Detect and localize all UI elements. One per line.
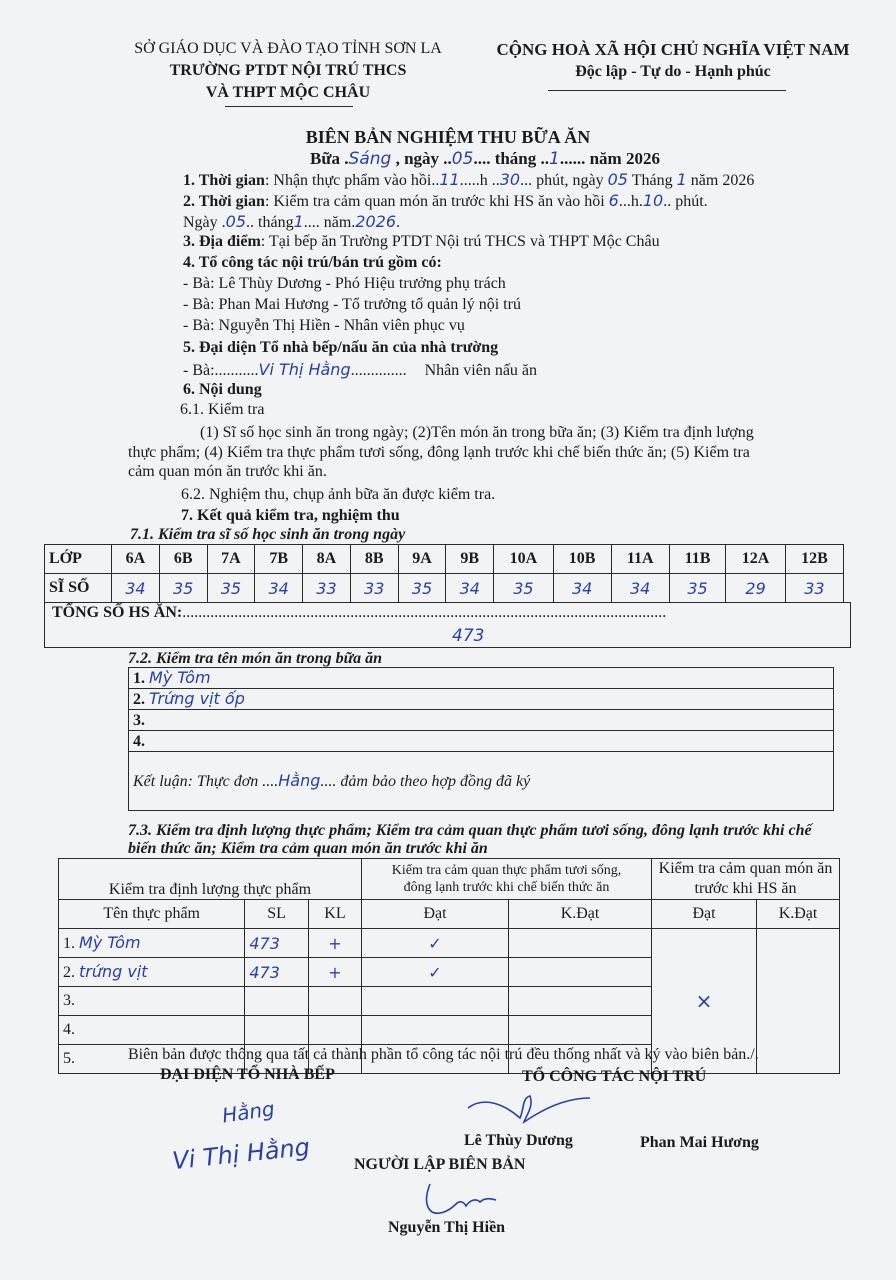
count-11b: 35 — [669, 574, 726, 603]
recorder-name: Nguyễn Thị Hiền — [388, 1219, 506, 1236]
class-6b: 6B — [159, 545, 207, 574]
section-2-line1: 2. Thời gian: Kiểm tra cảm quan món ăn trước khi HS ăn vào hồi 6...h.10.. phút. — [183, 191, 708, 210]
food-name-2: trứng vịt — [79, 962, 148, 981]
member-2: - Bà: Phan Mai Hương - Tổ trưởng tổ quản lý nội trú — [183, 296, 521, 313]
class-8b: 8B — [350, 545, 398, 574]
section-7-3-line1: 7.3. Kiểm tra định lượng thực phẩm; Kiểm tra cảm quan thực phẩm tươi sống, đông lạnh trước khi chế — [128, 822, 812, 839]
class-9a: 9A — [398, 545, 446, 574]
member-1: - Bà: Lê Thùy Dương - Phó Hiệu trưởng phụ trách — [183, 275, 506, 292]
kitchen-representative: - Bà:...........Vi Thị Hằng.............. Nhân viên nấu ăn — [183, 360, 538, 379]
fresh-header: Kiểm tra cảm quan thực phẩm tươi sống, đông lạnh trước khi chế biến thức ăn — [362, 859, 652, 900]
dish-name-2: Trứng vịt ốp — [149, 689, 245, 708]
count-9a: 35 — [398, 574, 446, 603]
section-6-para-line1: (1) Sĩ số học sinh ăn trong ngày; (2)Tên món ăn trong bữa ăn; (3) Kiểm tra định lượng — [200, 424, 754, 441]
count-row — [45, 574, 844, 603]
section-5-heading: 5. Đại diện Tổ nhà bếp/nấu ăn của nhà trường — [183, 339, 499, 356]
meal-line: Bữa .Sáng , ngày ..05.... tháng ..1...... năm 2026 — [310, 149, 660, 169]
committee-title: TỔ CÔNG TÁC NỘI TRÚ — [522, 1068, 707, 1085]
meal-name: Sáng — [348, 149, 392, 169]
dish-row: 4. — [129, 731, 834, 752]
food-row: 5. — [59, 1045, 840, 1074]
class-8a: 8A — [303, 545, 351, 574]
check-mark: ✓ — [362, 929, 509, 958]
conclusion-value: Hằng — [278, 771, 321, 790]
section-6-para-line3: cảm quan món ăn trước khi ăn. — [128, 463, 327, 480]
count-9b: 34 — [446, 574, 494, 603]
food-row: 2. trứng vịt 473 + ✓ — [59, 958, 840, 987]
count-6b: 35 — [159, 574, 207, 603]
food-row: 4. — [59, 1016, 840, 1045]
national-title: CỘNG HOÀ XÃ HỘI CHỦ NGHĨA VIỆT NAM — [496, 40, 850, 59]
class-row — [45, 545, 844, 574]
food-row: 3. — [59, 987, 840, 1016]
section-6-para-line2: thực phẩm; (4) Kiểm tra thực phẩm tươi sống, đông lạnh trước khi chế biến thức ăn; (5) Kiểm tra — [128, 444, 750, 461]
count-8a: 33 — [303, 574, 351, 603]
class-7a: 7A — [207, 545, 255, 574]
inspection-table — [58, 858, 840, 1074]
kitchen-rep-title: ĐẠI DIỆN TỔ NHÀ BẾP — [160, 1066, 335, 1083]
section-3: 3. Địa điểm: Tại bếp ăn Trường PTDT Nội trú THCS và THPT Mộc Châu — [183, 233, 660, 250]
count-10a: 35 — [494, 574, 553, 603]
sense-header: Kiểm tra cảm quan món ăn trước khi HS ăn — [652, 859, 840, 900]
section-7-2-heading: 7.2. Kiểm tra tên món ăn trong bữa ăn — [128, 650, 383, 667]
col-fresh-dat: Đạt — [362, 900, 509, 929]
col-sense-dat: Đạt — [652, 900, 757, 929]
section-6-1: 6.1. Kiểm tra — [180, 401, 265, 418]
count-7a: 35 — [207, 574, 255, 603]
dish-name-1: Mỳ Tôm — [149, 668, 211, 687]
dish-row: 3. — [129, 710, 834, 731]
class-12b: 12B — [785, 545, 843, 574]
col-fresh-kdat: K.Đạt — [509, 900, 652, 929]
recorder-title: NGƯỜI LẬP BIÊN BẢN — [354, 1156, 526, 1173]
section-2-line2: Ngày .05.. tháng1.... năm.2026. — [183, 212, 401, 231]
class-label: LỚP — [45, 545, 112, 574]
count-11a: 34 — [611, 574, 669, 603]
food-name-1: Mỳ Tôm — [79, 933, 141, 952]
conclusion-row: Kết luận: Thực đơn ....Hằng.... đảm bảo theo hợp đồng đã ký — [129, 752, 834, 811]
meal-day: 05 — [451, 149, 474, 169]
section-1: 1. Thời gian: Nhận thực phẩm vào hồi..11.....h ..30... phút, ngày 05 Tháng 1 năm 2026 — [183, 170, 755, 189]
dish-row: 1. Mỳ Tôm — [129, 668, 834, 689]
check-mark: ✓ — [362, 958, 509, 987]
class-10a: 10A — [494, 545, 553, 574]
kitchen-signature-name: Vi Thị Hằng — [170, 1132, 312, 1176]
school-name-line1: TRƯỜNG PTDT NỘI TRÚ THCS — [169, 62, 407, 79]
class-9b: 9B — [446, 545, 494, 574]
total-value: 473 — [452, 626, 485, 646]
meal-month: 1 — [549, 149, 560, 169]
dish-row: 2. Trứng vịt ốp — [129, 689, 834, 710]
section-4-heading: 4. Tổ công tác nội trú/bán trú gồm có: — [183, 254, 442, 271]
header-left-underline — [225, 106, 353, 107]
col-sense-kdat: K.Đạt — [757, 900, 840, 929]
signature-nguyen-thi-hien — [420, 1180, 500, 1220]
count-6a: 34 — [112, 574, 160, 603]
count-8b: 33 — [350, 574, 398, 603]
class-12a: 12A — [726, 545, 785, 574]
section-7-1-heading: 7.1. Kiểm tra sĩ số học sinh ăn trong ngày — [130, 526, 406, 543]
count-12b: 33 — [785, 574, 843, 603]
signature-le-thuy-duong — [464, 1092, 594, 1132]
count-12a: 29 — [726, 574, 785, 603]
class-11a: 11A — [611, 545, 669, 574]
national-motto: Độc lập - Tự do - Hạnh phúc — [575, 63, 771, 80]
section-6-heading: 6. Nội dung — [183, 381, 262, 398]
member2-name: Phan Mai Hương — [640, 1134, 759, 1151]
count-7b: 34 — [255, 574, 303, 603]
col-sl: SL — [245, 900, 309, 929]
col-kl: KL — [308, 900, 361, 929]
class-7b: 7B — [255, 545, 303, 574]
class-6a: 6A — [112, 545, 160, 574]
section-6-2: 6.2. Nghiệm thu, chụp ảnh bữa ăn được kiểm tra. — [181, 486, 496, 503]
member-3: - Bà: Nguyễn Thị Hiền - Nhân viên phục vụ — [183, 317, 465, 334]
qty-header: Kiểm tra định lượng thực phẩm — [59, 859, 362, 900]
member1-name: Lê Thùy Dương — [464, 1132, 573, 1149]
document-title: BIÊN BẢN NGHIỆM THU BỮA ĂN — [305, 127, 591, 147]
class-11b: 11B — [669, 545, 726, 574]
header-right-underline — [548, 90, 786, 91]
food-row: 1. Mỳ Tôm 473 + ✓ × — [59, 929, 840, 958]
count-10b: 34 — [553, 574, 611, 603]
section-7-3-line2: biến thức ăn; Kiểm tra cảm quan món ăn trước khi ăn — [128, 840, 488, 857]
section-7-heading: 7. Kết quả kiểm tra, nghiệm thu — [181, 507, 400, 524]
class-count-table — [44, 544, 844, 603]
col-food-name: Tên thực phẩm — [59, 900, 245, 929]
agency-name: SỞ GIÁO DỤC VÀ ĐÀO TẠO TỈNH SƠN LA — [134, 40, 442, 57]
total-label: TỔNG SỐ HS ĂN:......................................................................................................................... — [52, 604, 667, 621]
school-name-line2: VÀ THPT MỘC CHÂU — [205, 84, 371, 101]
dish-table — [128, 667, 834, 811]
count-label: SĨ SỐ — [45, 574, 112, 603]
sense-mark: × — [652, 929, 757, 1074]
kitchen-signature: Hằng — [220, 1096, 277, 1128]
class-10b: 10B — [553, 545, 611, 574]
approval-text: Biên bản được thông qua tất cả thành phần tổ công tác nội trú đều thống nhất và ký vào biên bản./. — [128, 1046, 759, 1063]
